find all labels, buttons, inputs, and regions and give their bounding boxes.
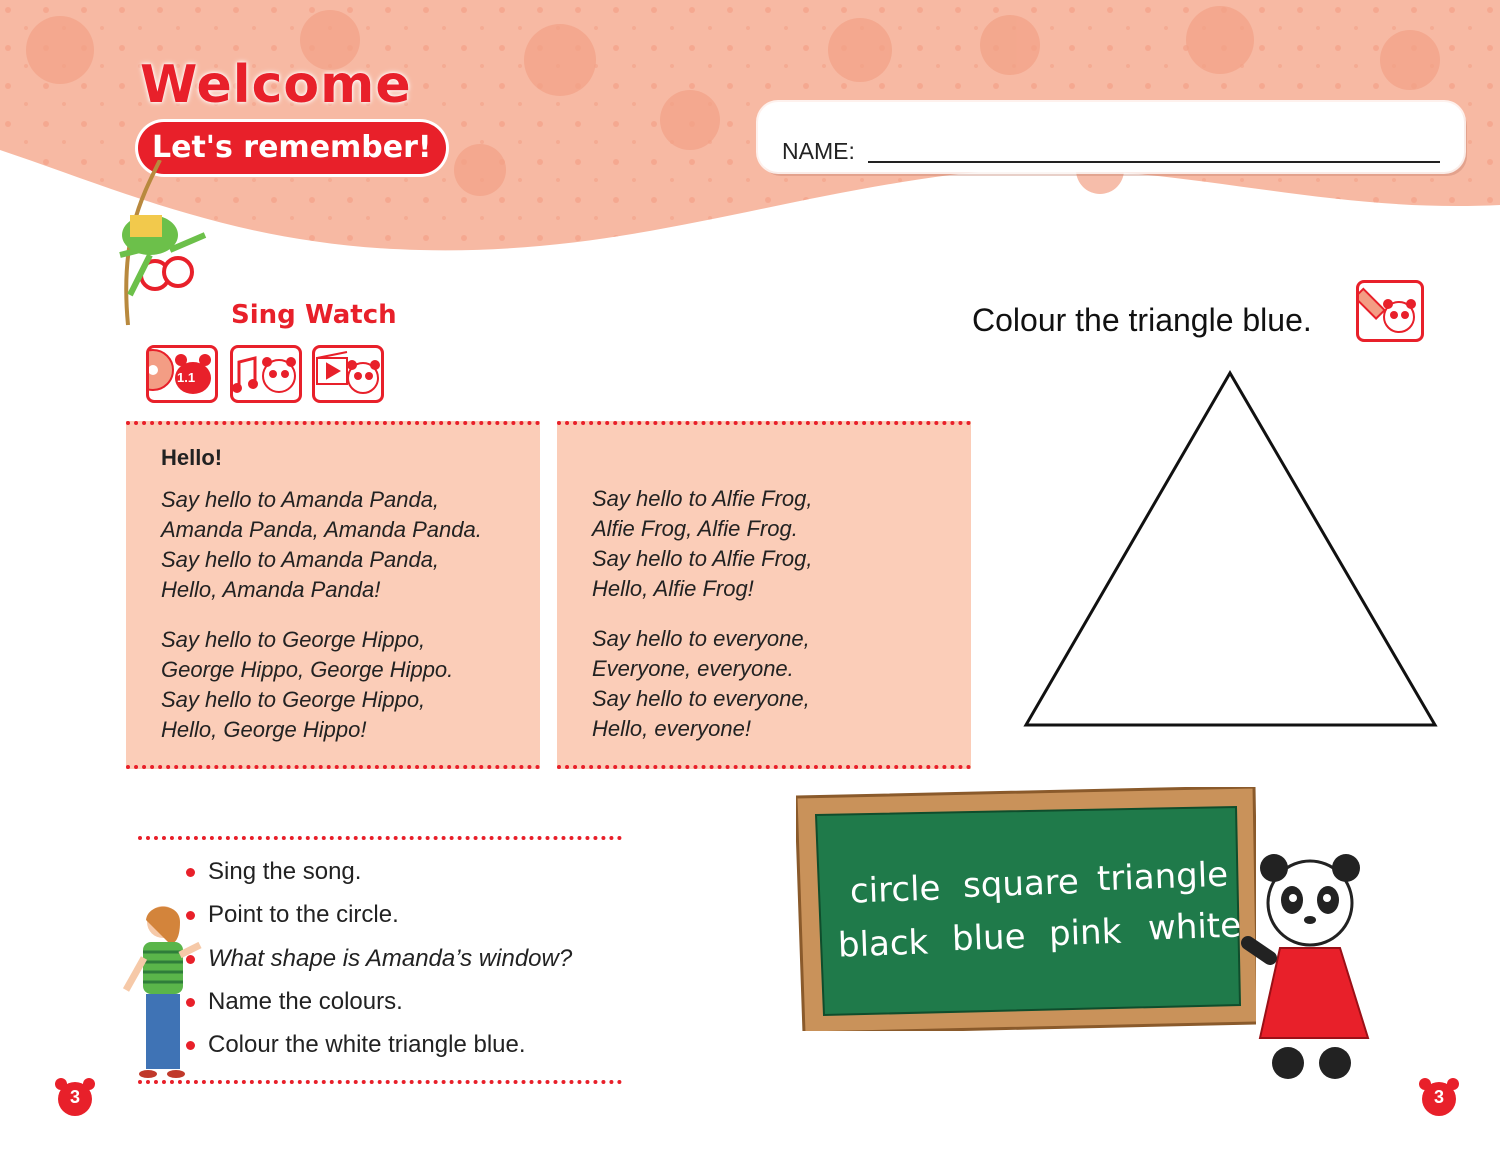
lyric-line: Hello, Amanda Panda! xyxy=(161,577,381,602)
lyric-line: Say hello to George Hippo, xyxy=(161,687,426,712)
teacher-character-illustration xyxy=(118,900,208,1085)
page-title: Welcome xyxy=(140,55,412,115)
crayon-panda-icon xyxy=(1359,283,1421,339)
teacher-note-item: Sing the song. xyxy=(208,858,362,885)
song-title: Hello! xyxy=(161,445,223,470)
lyric-line: Everyone, everyone. xyxy=(592,656,794,681)
colour-activity-badge xyxy=(1356,280,1424,342)
song-lyrics-box-left xyxy=(126,421,540,769)
board-word: circle xyxy=(849,868,942,912)
teacher-note-item: What shape is Amanda’s window? xyxy=(208,945,573,972)
stanza-amanda xyxy=(161,485,482,605)
lyric-line: Hello, everyone! xyxy=(592,716,751,741)
subtitle-badge: Let's remember! xyxy=(138,122,446,174)
music-note-panda-icon xyxy=(233,348,299,400)
lyric-line: Say hello to everyone, xyxy=(592,686,810,711)
board-word: triangle xyxy=(1096,854,1229,900)
teacher-notes xyxy=(138,836,622,1084)
board-word: square xyxy=(962,861,1080,907)
lyric-line: Say hello to George Hippo, xyxy=(161,627,426,652)
teacher-note-item: Colour the white triangle blue. xyxy=(208,1031,526,1058)
activity-instruction: Colour the triangle blue. xyxy=(972,302,1312,338)
lyric-line: Say hello to Amanda Panda, xyxy=(161,547,440,572)
video-clapper-panda-icon xyxy=(315,348,381,400)
song-lyrics-box-right xyxy=(557,421,971,769)
lyric-line: Say hello to Alfie Frog, xyxy=(592,546,813,571)
stanza-alfie xyxy=(592,484,813,604)
sing-button[interactable] xyxy=(230,345,302,403)
track-number: 1.1 xyxy=(177,370,196,385)
teacher-note-item: Point to the circle. xyxy=(208,901,399,928)
board-word: white xyxy=(1147,905,1242,949)
lyric-line: Say hello to everyone, xyxy=(592,626,810,651)
lyric-line: George Hippo, George Hippo. xyxy=(161,657,454,682)
watch-label: Watch xyxy=(305,300,397,330)
name-field[interactable] xyxy=(758,102,1464,172)
lyric-line: Alfie Frog, Alfie Frog. xyxy=(592,516,798,541)
watch-button[interactable] xyxy=(312,345,384,403)
panda-character-illustration xyxy=(1240,848,1385,1083)
lyric-line: Say hello to Alfie Frog, xyxy=(592,486,813,511)
name-write-line[interactable] xyxy=(868,161,1440,163)
board-word: blue xyxy=(951,916,1027,960)
triangle-to-colour[interactable] xyxy=(1020,365,1440,730)
lyric-line: Say hello to Amanda Panda, xyxy=(161,487,440,512)
page-number-left: 3 xyxy=(69,1087,80,1107)
lyric-line: Hello, George Hippo! xyxy=(161,717,367,742)
board-word: black xyxy=(837,922,929,966)
lyric-line: Hello, Alfie Frog! xyxy=(592,576,754,601)
page-number-right: 3 xyxy=(1433,1087,1444,1107)
stanza-george xyxy=(161,625,453,745)
lyric-line: Amanda Panda, Amanda Panda. xyxy=(161,517,482,542)
frog-character-illustration xyxy=(100,160,220,330)
teacher-note-item: Name the colours. xyxy=(208,988,403,1015)
sing-label: Sing xyxy=(231,300,296,330)
audio-track-button[interactable] xyxy=(146,345,218,403)
name-label: NAME: xyxy=(782,138,855,164)
board-word: pink xyxy=(1048,911,1122,955)
stanza-everyone xyxy=(592,624,810,744)
